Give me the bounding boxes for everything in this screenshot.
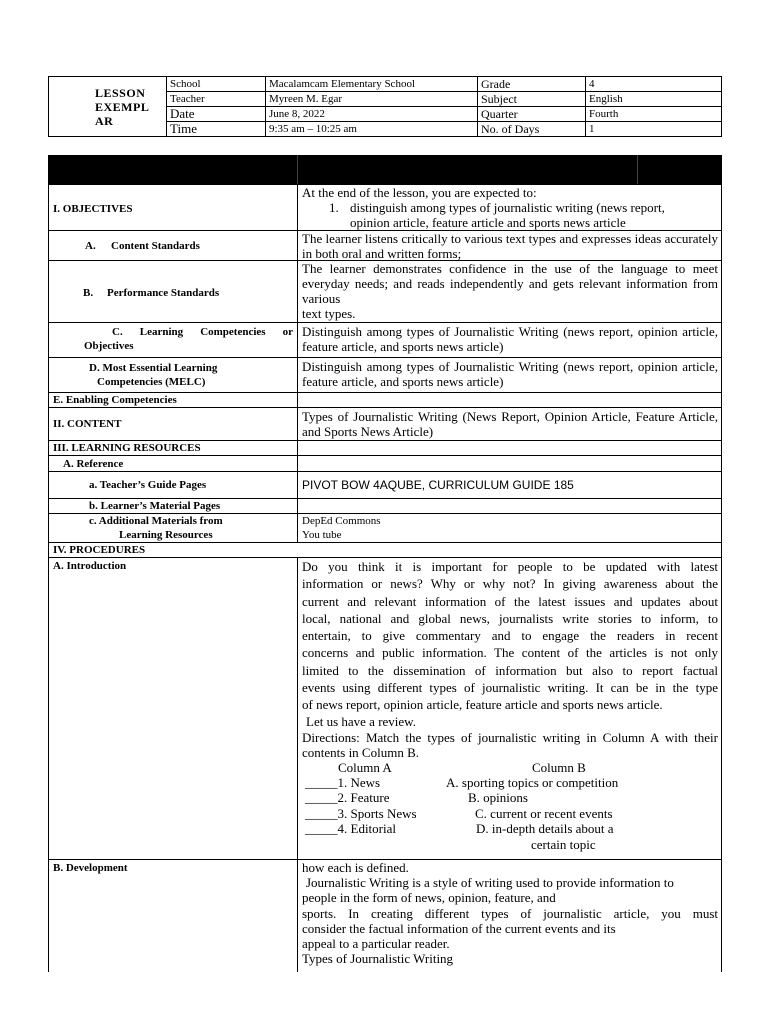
subject-label: Subject (477, 92, 585, 106)
objective-text-line2: opinion article, feature article and sports news article (350, 215, 626, 230)
procedures-label: IV. PROCEDURES (53, 544, 146, 556)
performance-standards-text: The learner demonstrates confidence in the use of the language to meet everyday needs; and reads independently and gets relevant information from various (302, 261, 718, 306)
table-header-bar (48, 155, 722, 184)
days-label: No. of Days (477, 122, 585, 136)
intro-line: concerns and public information. The content of the articles is not only (302, 645, 718, 661)
school-value: Macalamcam Elementary School (265, 77, 477, 91)
date-value: June 8, 2022 (265, 107, 477, 121)
header-row-time (167, 122, 721, 136)
performance-standards-label: Performance Standards (107, 287, 220, 299)
dev-line: people in the form of news, opinion, feature, and (302, 890, 556, 906)
teacher-value: Myreen M. Egar (265, 92, 477, 106)
additional-materials-label-cell (49, 514, 298, 542)
deped-commons: DepEd Commons (302, 515, 381, 527)
subject-value: English (585, 92, 721, 106)
match-item-a: _____4. Editorial (305, 821, 396, 837)
content-label: II. CONTENT (53, 418, 122, 430)
content-standards-label-cell (49, 231, 298, 260)
intro-line: local, national and global news, journalists write stories to inform, to (302, 610, 718, 626)
performance-standards-row (48, 261, 722, 323)
lesson-header-table (48, 76, 722, 137)
column-b-list (444, 775, 618, 853)
intro-line: events using different types of journalistic writing. It can be in the type (302, 680, 718, 696)
dev-line: consider the factual information of the current events and its (302, 920, 616, 936)
objectives-intro: At the end of the lesson, you are expected to: (302, 185, 537, 200)
objective-text-line1: distinguish among types of journalistic writing (news report, (350, 200, 665, 215)
quarter-value: Fourth (585, 107, 721, 121)
learning-competencies-label: C. Learning Competencies or (112, 326, 293, 338)
reference-label: A. Reference (63, 458, 124, 470)
intro-line: information or news? Why or why not? In giving awareness about the (302, 576, 718, 592)
melc-text: Distinguish among types of Journalistic Writing (news report, opinion article, feature article, and sports news article) (302, 359, 718, 389)
match-item-b: A. sporting topics or competition (446, 774, 619, 790)
dev-line: appeal to a particular reader. (302, 936, 450, 952)
additional-materials-values (302, 514, 718, 542)
teachers-guide-label: a. Teacher’s Guide Pages (89, 479, 207, 491)
learning-resources-row (48, 441, 722, 456)
time-value: 9:35 am – 10:25 am (265, 122, 477, 136)
match-item-a: _____2. Feature (305, 790, 390, 806)
objective-number: 1. (329, 200, 339, 215)
objective-item (302, 200, 718, 230)
title-line: EXEMPL (95, 100, 150, 114)
performance-standards-num: B. (83, 287, 94, 299)
learners-material-label-cell (49, 499, 298, 513)
dev-line: Journalistic Writing is a style of writing used to provide information to (306, 875, 674, 891)
time-label: Time (170, 121, 197, 136)
intro-line: entertain, to give commentary and to engage the readers in recent (302, 628, 718, 644)
reference-label-cell (49, 456, 298, 471)
header-row-teacher (167, 92, 721, 107)
resources-label-cell (49, 441, 298, 455)
objectives-content (302, 185, 718, 230)
content-standards-num: A. (85, 240, 96, 252)
dev-line: Types of Journalistic Writing (302, 951, 454, 967)
introduction-label-cell (49, 558, 298, 859)
reference-row (48, 456, 722, 472)
learning-competencies-label-cont: Objectives (84, 340, 134, 352)
lesson-plan-table (48, 155, 722, 972)
teachers-guide-value: PIVOT BOW 4AQUBE, CURRICULUM GUIDE 185 (302, 478, 574, 492)
header-divider (297, 155, 298, 184)
introduction-label: A. Introduction (53, 560, 127, 572)
header-row-school (167, 77, 721, 92)
learning-competencies-row (48, 323, 722, 358)
content-standards-label: Content Standards (111, 240, 200, 252)
intro-line: Do you think it is important for people to be updated with latest (302, 559, 718, 574)
grade-label: Grade (477, 77, 585, 91)
match-item-b: C. current or recent events (475, 805, 613, 821)
title-line: AR (95, 114, 114, 128)
development-label: B. Development (53, 862, 128, 874)
teachers-guide-row (48, 472, 722, 499)
youtube: You tube (302, 529, 342, 541)
title-line: LESSON (95, 86, 146, 100)
directions-text: Directions: Match the types of journalistic writing in Column A with their contents in Column B. (302, 729, 718, 760)
enabling-label: E. Enabling Competencies (53, 394, 177, 406)
content-label-cell (49, 408, 298, 440)
melc-row (48, 358, 722, 393)
teachers-guide-label-cell (49, 472, 298, 498)
match-item-b: B. opinions (468, 790, 528, 806)
performance-standards-text-end: text types. (302, 306, 356, 321)
additional-materials-label-cont: Learning Resources (119, 529, 213, 541)
date-label: Date (170, 106, 195, 121)
dev-line: sports. In creating different types of journalistic article, you must (302, 905, 718, 921)
performance-standards-content (302, 261, 718, 321)
learning-competencies-text: Distinguish among types of Journalistic Writing (news report, opinion article, feature article, and sports news article) (302, 324, 718, 354)
performance-standards-label-cell (49, 261, 298, 322)
match-item-a: _____1. News (305, 774, 381, 790)
intro-line: limited to the dissemination of information but also to report factual (302, 662, 718, 678)
match-item-a: _____3. Sports News (305, 805, 417, 821)
intro-line: current and relevant information of the latest issues and updates about (302, 593, 718, 609)
teacher-label: Teacher (170, 93, 205, 105)
additional-materials-row (48, 514, 722, 543)
learning-competencies-label-cell (49, 323, 298, 357)
column-b-header: Column B (532, 759, 586, 775)
content-text: Types of Journalistic Writing (News Report, Opinion Article, Feature Article, and Sports News Article) (302, 409, 718, 439)
match-item-b: D. in-depth details about a (476, 821, 614, 837)
lesson-exemplar-title (49, 77, 167, 136)
header-row-date (167, 107, 721, 122)
days-value: 1 (585, 122, 721, 136)
introduction-row (48, 558, 722, 860)
procedures-row (48, 543, 722, 558)
content-row (48, 408, 722, 441)
column-a-list (305, 775, 417, 837)
column-a-header: Column A (338, 759, 392, 775)
objectives-row (48, 184, 722, 231)
melc-label-cont: Competencies (MELC) (97, 376, 206, 388)
grade-value: 4 (585, 77, 721, 91)
learners-material-label: b. Learner’s Material Pages (89, 500, 221, 512)
school-label: School (170, 78, 201, 90)
enabling-label-cell (49, 393, 298, 407)
dev-line: how each is defined. (302, 860, 409, 875)
resources-label: III. LEARNING RESOURCES (53, 442, 201, 454)
development-row (48, 860, 722, 972)
melc-label: D. Most Essential Learning (89, 362, 218, 374)
match-item-b-cont: certain topic (531, 836, 596, 852)
intro-line: of news report, opinion article, feature article and sports news article. (302, 697, 663, 713)
review-text: Let us have a review. (306, 713, 416, 729)
melc-label-cell (49, 358, 298, 392)
quarter-label: Quarter (477, 107, 585, 121)
objectives-label-cell (49, 185, 298, 230)
development-label-cell (49, 860, 298, 972)
procedures-label-cell (49, 543, 298, 557)
header-grid (167, 77, 721, 136)
learners-material-row (48, 499, 722, 514)
objectives-label: I. OBJECTIVES (53, 203, 133, 215)
header-divider (637, 155, 638, 184)
enabling-competencies-row (48, 393, 722, 408)
additional-materials-label: c. Additional Materials from (89, 515, 223, 527)
content-standards-text: The learner listens critically to various text types and expresses ideas accurately in both oral and written forms; (302, 231, 718, 261)
development-content (302, 860, 718, 966)
content-standards-row (48, 231, 722, 261)
